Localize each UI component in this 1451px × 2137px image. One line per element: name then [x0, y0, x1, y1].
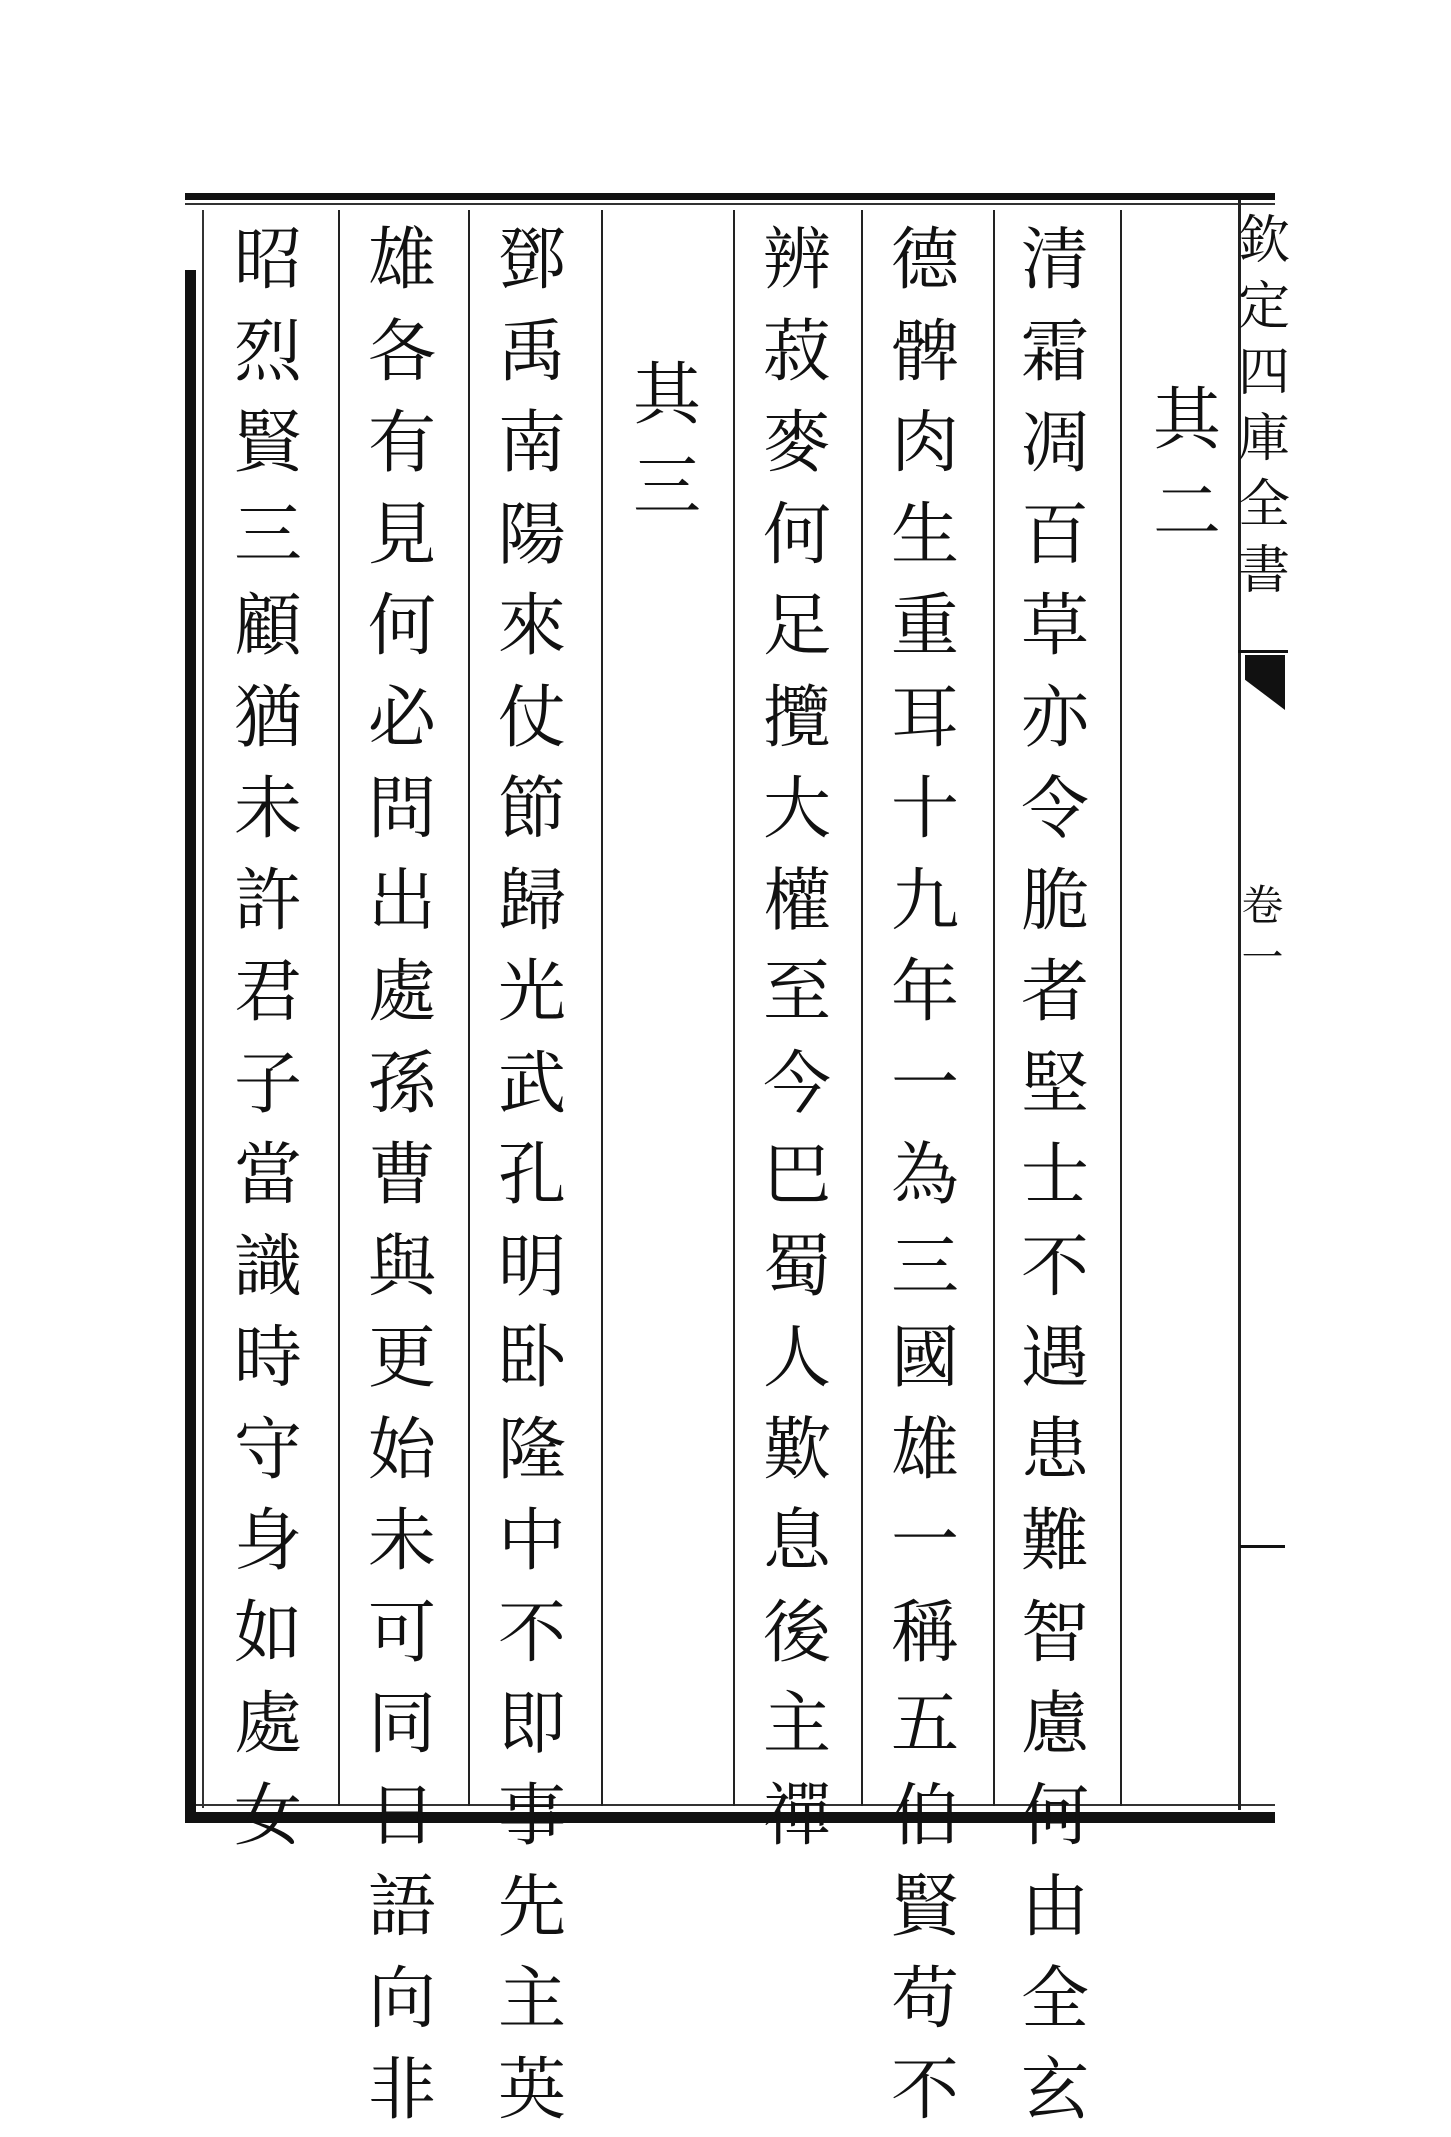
character: 堅 — [1020, 1044, 1089, 1124]
character: 清 — [1020, 221, 1089, 300]
character: 凋 — [1020, 404, 1089, 483]
character: 脆 — [1020, 861, 1089, 941]
character: 其 — [1152, 381, 1221, 460]
poem-heading-2-text — [1137, 375, 1237, 559]
character: 欽 — [1238, 211, 1291, 271]
character: 四 — [1238, 343, 1291, 403]
character: 亦 — [1020, 678, 1089, 758]
character: 禹 — [497, 312, 566, 392]
character: 賢 — [890, 1868, 959, 1947]
character: 同 — [367, 1685, 436, 1764]
character: 歸 — [497, 861, 566, 941]
character: 人 — [762, 1319, 831, 1398]
margin-volume — [1240, 880, 1285, 984]
character: 武 — [497, 1044, 566, 1124]
character: 三 — [890, 1227, 959, 1307]
character: 九 — [890, 861, 959, 941]
column-rule — [601, 210, 603, 1806]
character: 麥 — [762, 404, 831, 483]
character: 中 — [497, 1502, 566, 1581]
character: 智 — [1020, 1593, 1089, 1673]
character: 書 — [1238, 541, 1291, 601]
character: 子 — [233, 1044, 302, 1124]
character: 主 — [497, 1959, 566, 2039]
character: 鄧 — [497, 221, 566, 300]
character: 蜀 — [762, 1227, 831, 1307]
character: 卧 — [497, 1319, 566, 1398]
character: 百 — [1020, 495, 1089, 575]
character: 不 — [1020, 1227, 1089, 1307]
character: 庫 — [1238, 409, 1291, 469]
character: 何 — [367, 587, 436, 666]
character: 難 — [1020, 1502, 1089, 1581]
column-rule — [993, 210, 995, 1806]
character: 者 — [1020, 953, 1089, 1032]
character: 向 — [367, 1959, 436, 2039]
column-rule — [1120, 210, 1122, 1806]
character: 重 — [890, 587, 959, 666]
frame-bottom-border — [185, 1812, 1275, 1823]
character: 一 — [890, 1502, 959, 1581]
character: 稱 — [890, 1593, 959, 1673]
character: 伯 — [890, 1776, 959, 1856]
character: 後 — [762, 1593, 831, 1673]
character: 君 — [233, 953, 302, 1032]
character: 身 — [233, 1502, 302, 1581]
character: 五 — [890, 1685, 959, 1764]
character: 有 — [367, 404, 436, 483]
character: 守 — [233, 1410, 302, 1490]
character: 士 — [1020, 1136, 1089, 1215]
character: 孫 — [367, 1044, 436, 1124]
character: 如 — [233, 1593, 302, 1673]
character: 全 — [1020, 1959, 1089, 2039]
character: 南 — [497, 404, 566, 483]
character: 光 — [497, 953, 566, 1032]
character: 國 — [890, 1319, 959, 1398]
poem-heading-3 — [617, 350, 717, 534]
character: 苟 — [890, 1959, 959, 2039]
character: 賢 — [233, 404, 302, 483]
frame-top-inner-border — [185, 203, 1275, 205]
character: 一 — [1241, 933, 1284, 982]
text-column-1 — [1000, 215, 1110, 2130]
character: 問 — [367, 770, 436, 849]
text-column-3 — [742, 215, 852, 1856]
character: 昭 — [233, 221, 302, 300]
character: 髀 — [890, 312, 959, 392]
character: 三 — [632, 448, 701, 527]
character: 何 — [762, 495, 831, 575]
character: 大 — [762, 770, 831, 849]
column-rule — [861, 210, 863, 1806]
character: 仗 — [497, 678, 566, 758]
character: 二 — [1152, 473, 1221, 552]
character: 處 — [233, 1685, 302, 1764]
poem-heading-3-text — [617, 350, 717, 534]
character: 三 — [233, 495, 302, 575]
column-rule — [338, 210, 340, 1806]
character: 巴 — [762, 1136, 831, 1215]
character: 不 — [497, 1593, 566, 1673]
character: 為 — [890, 1136, 959, 1215]
text-column-5 — [347, 215, 457, 2130]
character: 由 — [1020, 1868, 1089, 1947]
character: 見 — [367, 495, 436, 575]
character: 一 — [890, 1044, 959, 1124]
character: 辨 — [762, 221, 831, 300]
character: 時 — [233, 1319, 302, 1398]
character: 禪 — [762, 1776, 831, 1856]
character: 肉 — [890, 404, 959, 483]
margin-bottom-rule — [1240, 1545, 1285, 1548]
character: 明 — [497, 1227, 566, 1307]
character: 生 — [890, 495, 959, 575]
character: 各 — [367, 312, 436, 392]
character: 歎 — [762, 1410, 831, 1490]
frame-top-border — [185, 193, 1275, 200]
character: 日 — [367, 1776, 436, 1856]
frame-left-inner-border — [202, 210, 204, 1808]
character: 即 — [497, 1685, 566, 1764]
character: 攬 — [762, 678, 831, 758]
character: 始 — [367, 1410, 436, 1490]
character: 其 — [632, 356, 701, 435]
character: 女 — [233, 1776, 302, 1856]
character: 卷 — [1241, 881, 1284, 930]
character: 英 — [497, 2051, 566, 2130]
text-column-6 — [213, 215, 323, 1856]
character: 雄 — [890, 1410, 959, 1490]
character: 草 — [1020, 587, 1089, 666]
character: 玄 — [1020, 2051, 1089, 2130]
character: 曹 — [367, 1136, 436, 1215]
character: 遇 — [1020, 1319, 1089, 1398]
character: 可 — [367, 1593, 436, 1673]
character: 識 — [233, 1227, 302, 1307]
character: 十 — [890, 770, 959, 849]
character: 雄 — [367, 221, 436, 300]
character: 未 — [367, 1502, 436, 1581]
character: 節 — [497, 770, 566, 849]
poem-heading-2 — [1137, 375, 1237, 559]
character: 定 — [1238, 277, 1291, 337]
character: 猶 — [233, 678, 302, 758]
character: 陽 — [497, 495, 566, 575]
character: 未 — [233, 770, 302, 849]
character: 何 — [1020, 1776, 1089, 1856]
character: 德 — [890, 221, 959, 300]
character: 出 — [367, 861, 436, 941]
character: 處 — [367, 953, 436, 1032]
character: 耳 — [890, 678, 959, 758]
character: 足 — [762, 587, 831, 666]
character: 許 — [233, 861, 302, 941]
fishtail-mark-icon — [1245, 655, 1285, 710]
text-column-2 — [870, 215, 980, 2130]
character: 語 — [367, 1868, 436, 1947]
character: 必 — [367, 678, 436, 758]
character: 與 — [367, 1227, 436, 1307]
frame-left-border — [185, 270, 196, 1822]
character: 息 — [762, 1502, 831, 1581]
character: 先 — [497, 1868, 566, 1947]
character: 當 — [233, 1136, 302, 1215]
character: 菽 — [762, 312, 831, 392]
character: 烈 — [233, 312, 302, 392]
character: 主 — [762, 1685, 831, 1764]
character: 顧 — [233, 587, 302, 666]
character: 權 — [762, 861, 831, 941]
text-column-4 — [477, 215, 587, 2130]
character: 患 — [1020, 1410, 1089, 1490]
character: 隆 — [497, 1410, 566, 1490]
character: 全 — [1238, 475, 1291, 535]
margin-book-title — [1238, 208, 1291, 601]
character: 更 — [367, 1319, 436, 1398]
character: 年 — [890, 953, 959, 1032]
character: 事 — [497, 1776, 566, 1856]
character: 至 — [762, 953, 831, 1032]
character: 霜 — [1020, 312, 1089, 392]
character: 慮 — [1020, 1685, 1089, 1764]
column-rule — [468, 210, 470, 1806]
character: 今 — [762, 1044, 831, 1124]
character: 令 — [1020, 770, 1089, 849]
character: 非 — [367, 2051, 436, 2130]
fishtail-rule — [1238, 650, 1288, 653]
character: 不 — [890, 2051, 959, 2130]
character: 來 — [497, 587, 566, 666]
column-rule — [733, 210, 735, 1806]
character: 孔 — [497, 1136, 566, 1215]
